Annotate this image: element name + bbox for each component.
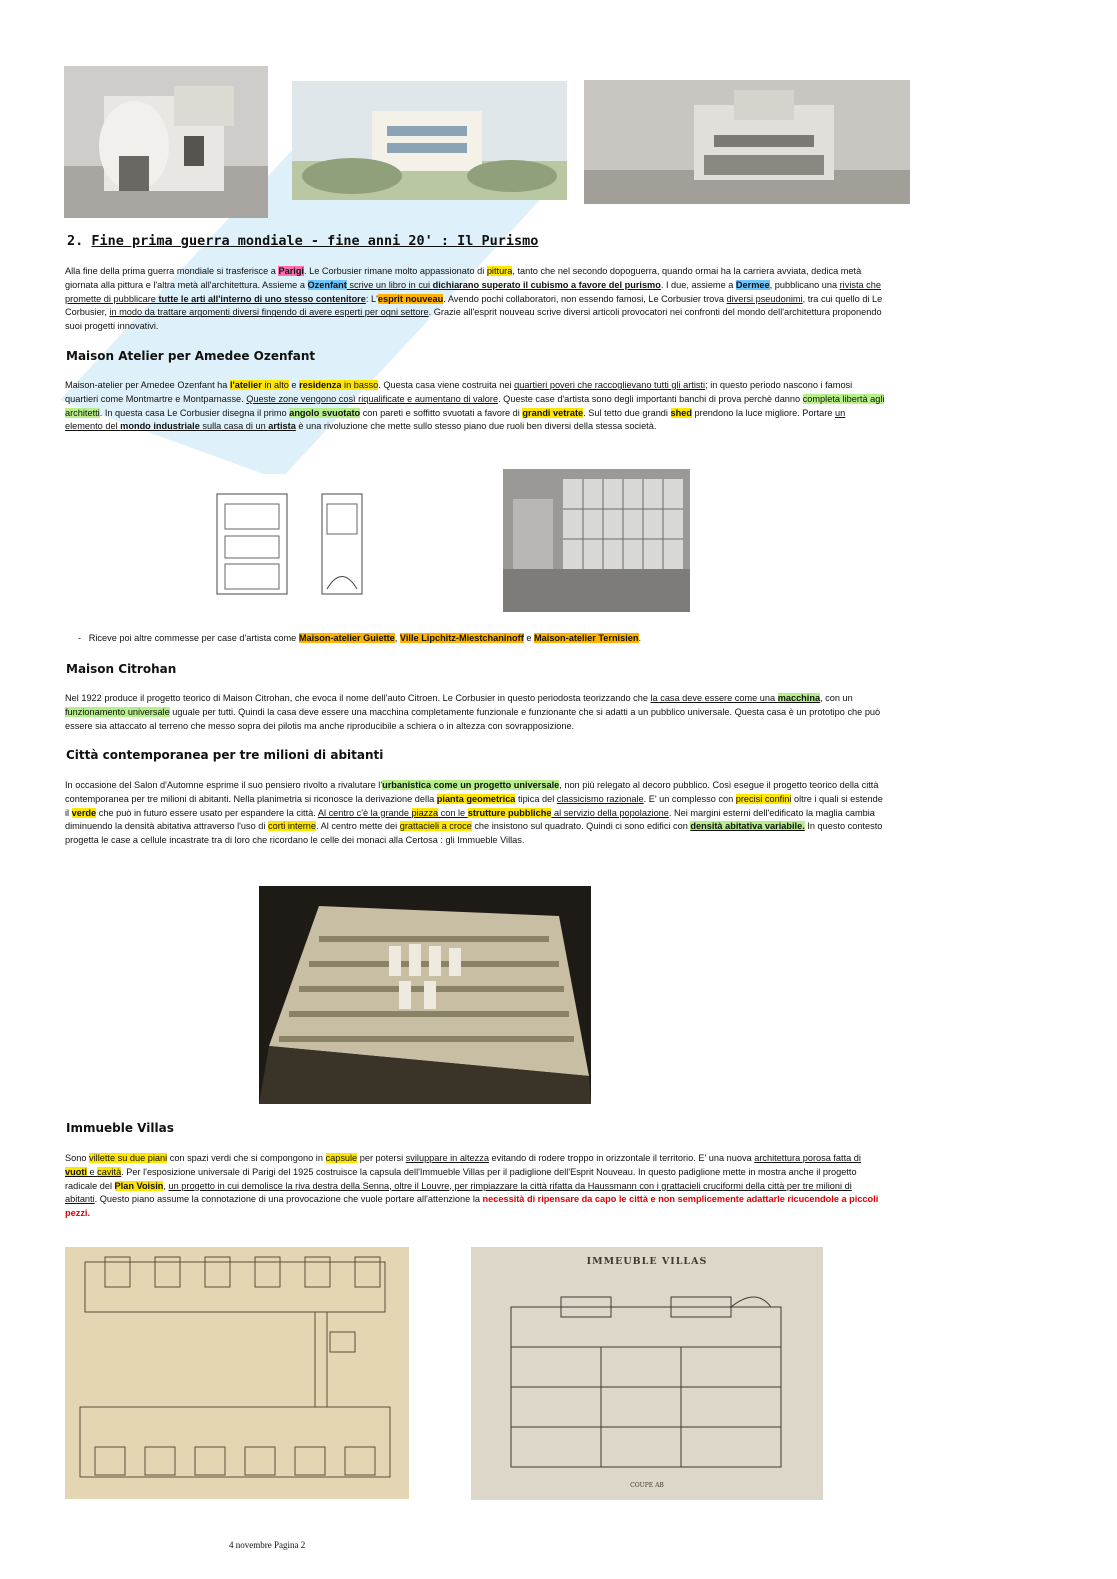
drawing-villas-section	[471, 1247, 823, 1500]
heading-citta: Città contemporanea per tre milioni di abitanti	[66, 748, 384, 762]
citrohan-paragraph: Nel 1922 produce il progetto teorico di Maison Citrohan, che evoca il nome dell'auto Citroen. Le Corbusier in questo periodosta teorizzando che la casa deve essere come una macchina, con un funzionamento universale uguale per tutti. Quindi la casa deve essere una macchina completamente funzionale e funzionante che si adatti a un pubblico universale. Questa casa è un prototipo che può essere sia attaccato al terreno che messo sopra dei pilotis ma anche riproducibile a schiera o in altezza con sovrapposizione.	[65, 693, 881, 731]
heading-ozenfant: Maison Atelier per Amedee Ozenfant	[66, 349, 316, 363]
photo-villa-jeanneret	[292, 81, 567, 200]
drawing-villas-plan	[65, 1247, 409, 1499]
photo-city-model	[259, 886, 591, 1104]
villas-paragraph: Sono villette su due piani con spazi verdi che si compongono in capsule per potersi sviluppare in altezza evitando di rodere troppo in orizzontale il territorio. E' una nuova architettura porosa fatta di vuoti e cavità. Per l'esposizione universale di Parigi del 1925 costruisce la capsula dell'Immueble Villas per il padiglione dell'Esprit Nouveau. In questo padiglione mette in mostra anche il progetto radicale del Plan Voisin, un progetto in cui demolisce la riva destra della Senna, oltre il Louvre, per rimpiazzare la città rifatta da Haussmann con i grattacieli cruciformi della città per tre milioni di abitanti. Questo piano assume la connotazione di una provocazione che vuole portare all'attenzione la necessità di ripensare da capo le città e non semplicemente adattarle ricucendole a piccoli pezzi.	[65, 1153, 879, 1219]
section-title: 2. Fine prima guerra mondiale - fine anni 20' : Il Purismo	[67, 233, 539, 249]
drawing-title-immeuble: IMMEUBLE VILLAS	[586, 1256, 708, 1267]
intro-paragraph: Alla fine della prima guerra mondiale si trasferisce a Parigi. Le Corbusier rimane molto appassionato di pittura, tanto che nel secondo dopoguerra, quando ormai ha la carriera avviata, dedica metà giornata alla pittura e l'altra metà all'architettura. Assieme a Ozenfant scrive un libro in cui dichiarano superato il cubismo a favore del purismo. I due, assieme a Dermee, pubblicano una rivista che promette di pubblicare tutte le arti all'interno di uno stesso contenitore: L'esprit nouveau. Avendo pochi collaboratori, non essendo famosi, Le Corbusier trova diversi pseudonimi, tra cui quello di Le Corbusier, in modo da trattare argomenti diversi fingendo di avere esperti per ogni settore. Grazie all'esprit nouveau scrive diversi articoli provocatori nei confronti del mondo dell'architettura proponendo suoi progetti innovativi.	[65, 266, 883, 332]
photo-villa-schwob	[64, 66, 268, 218]
ozenfant-paragraph: Maison-atelier per Amedee Ozenfant ha l'atelier in alto e residenza in basso. Questa casa viene costruita nei quartieri poveri che raccoglievano tutti gli artisti; in questo periodo nascono i famosi quartieri come Montmartre e Montparnasse. Queste zone vengono così riqualificate e aumentano di valore. Queste case d'artista sono degli importanti banchi di prova perchè danno completa libertà agli architetti. In questa casa Le Corbusier disegna il primo angolo svuotato con pareti e soffitto svuotati a favore di grandi vetrate. Sul tetto due grandi shed prendono la luce migliore. Portare un elemento del mondo industriale sulla casa di un artista è una rivoluzione che mette sullo stesso piano due ruoli ben diversi della stessa società.	[65, 380, 885, 432]
bullet-commesse: - Riceve poi altre commesse per case d'artista come Maison-atelier Guiette, Ville Lipchitz-Miestchaninoff e Maison-atelier Ternisien.	[78, 633, 642, 643]
section-title-text: Fine prima guerra mondiale - fine anni 20' : Il Purismo	[91, 233, 539, 249]
heading-villas: Immueble Villas	[66, 1121, 174, 1135]
bullet-dash: -	[78, 633, 89, 643]
photo-cinema-scala	[584, 80, 910, 204]
drawing-ozenfant-elevations	[187, 474, 392, 606]
heading-citrohan: Maison Citrohan	[66, 662, 177, 676]
page-footer: 4 novembre Pagina 2	[229, 1540, 306, 1550]
citta-paragraph: In occasione del Salon d'Automne esprime il suo pensiero rivolto a rivalutare l'urbanistica come un progetto universale, non più relegato al decoro pubblico. Così esegue il progetto teorico della città contemporanea per tre milioni di abitanti. Nella planimetria si riconosce la derivazione della pianta geometrica tipica del classicismo razionale. E' un complesso con precisi confini oltre i quali si estende il verde che può in futuro essere usato per espandere la città. Al centro c'è la grande piazza con le strutture pubbliche al servizio della popolazione. Nei margini esterni dell'edificato la maglia cambia diminuendo la densità abitativa attraverso l'uso di corti interne. Al centro mette dei grattacieli a croce che insistono sul quadrato. Quindi ci sono edifici con densità abitativa variabile. In questo contesto progetta le case a cellule incastrate tra di loro che ricordano le celle dei monaci alla Certosa : gli Immueble Villas.	[65, 780, 883, 846]
drawing-label-coupe: COUPE AB	[630, 1482, 664, 1489]
photo-ozenfant-interior	[503, 469, 690, 612]
